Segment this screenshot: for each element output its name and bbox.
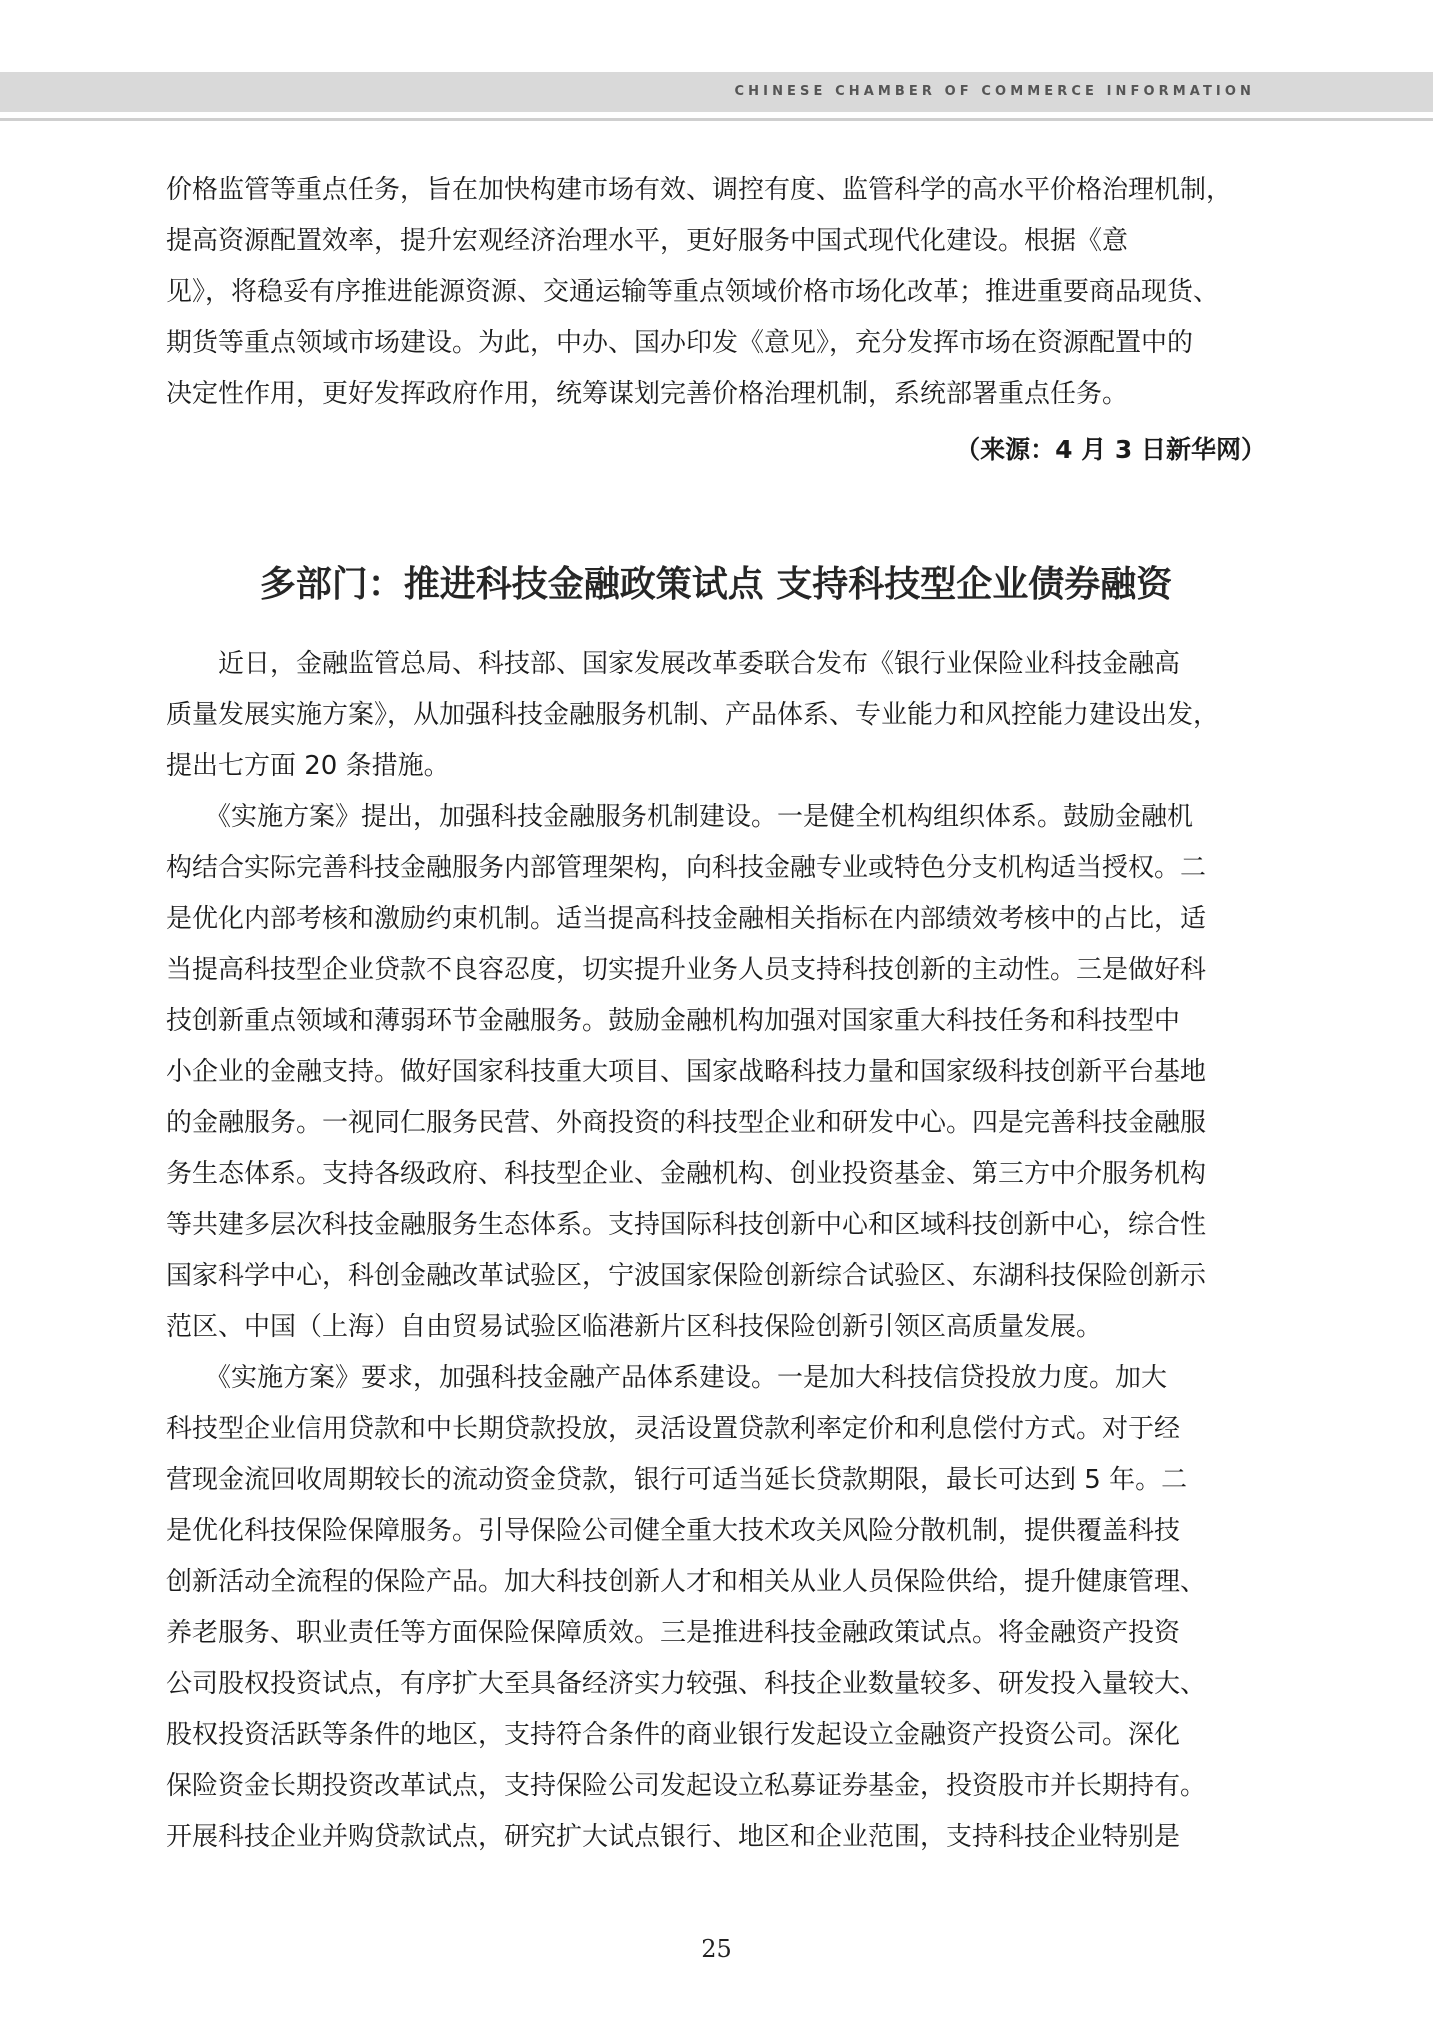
text-line: 养老服务、职业责任等方面保险保障质效。三是推进科技金融政策试点。将金融资产投资 [166, 1618, 1181, 1648]
text-line: 公司股权投资试点，有序扩大至具备经济实力较强、科技企业数量较多、研发投入量较大、 [166, 1669, 1207, 1699]
article-title: 多部门：推进科技金融政策试点 支持科技型企业债券融资 [259, 564, 1173, 605]
text-line: 的金融服务。一视同仁服务民营、外商投资的科技型企业和研发中心。四是完善科技金融服 [166, 1108, 1207, 1138]
text-line: 是优化内部考核和激励约束机制。适当提高科技金融相关指标在内部绩效考核中的占比，适 [166, 904, 1207, 934]
text-line: 技创新重点领域和薄弱环节金融服务。鼓励金融机构加强对国家重大科技任务和科技型中 [166, 1006, 1181, 1036]
text-line: 期货等重点领域市场建设。为此，中办、国办印发《意见》，充分发挥市场在资源配置中的 [166, 328, 1194, 358]
text-line: 等共建多层次科技金融服务生态体系。支持国际科技创新中心和区域科技创新中心，综合性 [166, 1210, 1207, 1240]
text-line: 当提高科技型企业贷款不良容忍度，切实提升业务人员支持科技创新的主动性。三是做好科 [166, 955, 1207, 985]
text-line: 决定性作用，更好发挥政府作用，统筹谋划完善价格治理机制，系统部署重点任务。 [166, 379, 1129, 409]
text-line: 提高资源配置效率，提升宏观经济治理水平，更好服务中国式现代化建设。根据《意 [166, 226, 1129, 256]
text-line: 国家科学中心，科创金融改革试验区，宁波国家保险创新综合试验区、东湖科技保险创新示 [166, 1261, 1207, 1291]
text-line: 创新活动全流程的保险产品。加大科技创新人才和相关从业人员保险供给，提升健康管理、 [166, 1567, 1207, 1597]
publication-title: CHINESE CHAMBER OF COMMERCE INFORMATION [734, 84, 1255, 99]
text-line: 是优化科技保险保障服务。引导保险公司健全重大技术攻关风险分散机制，提供覆盖科技 [166, 1516, 1181, 1546]
text-line: 科技型企业信用贷款和中长期贷款投放，灵活设置贷款利率定价和利息偿付方式。对于经 [166, 1414, 1181, 1444]
text-line: 构结合实际完善科技金融服务内部管理架构，向科技金融专业或特色分支机构适当授权。二 [166, 853, 1207, 883]
text-line: 开展科技企业并购贷款试点，研究扩大试点银行、地区和企业范围，支持科技企业特别是 [166, 1822, 1181, 1852]
text-line: 见》，将稳妥有序推进能源资源、交通运输等重点领域价格市场化改革；推进重要商品现货、 [166, 277, 1220, 307]
text-line: 近日，金融监管总局、科技部、国家发展改革委联合发布《银行业保险业科技金融高 [166, 649, 1181, 679]
text-line: 务生态体系。支持各级政府、科技型企业、金融机构、创业投资基金、第三方中介服务机构 [166, 1159, 1207, 1189]
text-line: 《实施方案》要求，加强科技金融产品体系建设。一是加大科技信贷投放力度。加大 [166, 1363, 1168, 1393]
page-number: 25 [701, 1935, 732, 1963]
text-line: 小企业的金融支持。做好国家科技重大项目、国家战略科技力量和国家级科技创新平台基地 [166, 1057, 1207, 1087]
text-line: 提出七方面 20 条措施。 [166, 751, 450, 781]
text-line: 质量发展实施方案》，从加强科技金融服务机制、产品体系、专业能力和风控能力建设出发， [166, 700, 1220, 730]
source-attribution: （来源：4 月 3 日新华网） [955, 435, 1266, 464]
text-line: 保险资金长期投资改革试点，支持保险公司发起设立私募证券基金，投资股市并长期持有。 [166, 1771, 1207, 1801]
text-line: 营现金流回收周期较长的流动资金贷款，银行可适当延长贷款期限，最长可达到 5 年。二 [166, 1465, 1188, 1495]
text-line: 股权投资活跃等条件的地区，支持符合条件的商业银行发起设立金融资产投资公司。深化 [166, 1720, 1181, 1750]
text-line: 范区、中国（上海）自由贸易试验区临港新片区科技保险创新引领区高质量发展。 [166, 1312, 1103, 1342]
text-line: 价格监管等重点任务，旨在加快构建市场有效、调控有度、监管科学的高水平价格治理机制， [166, 175, 1233, 205]
header-divider [0, 118, 1433, 121]
text-line: 《实施方案》提出，加强科技金融服务机制建设。一是健全机构组织体系。鼓励金融机 [166, 802, 1194, 832]
